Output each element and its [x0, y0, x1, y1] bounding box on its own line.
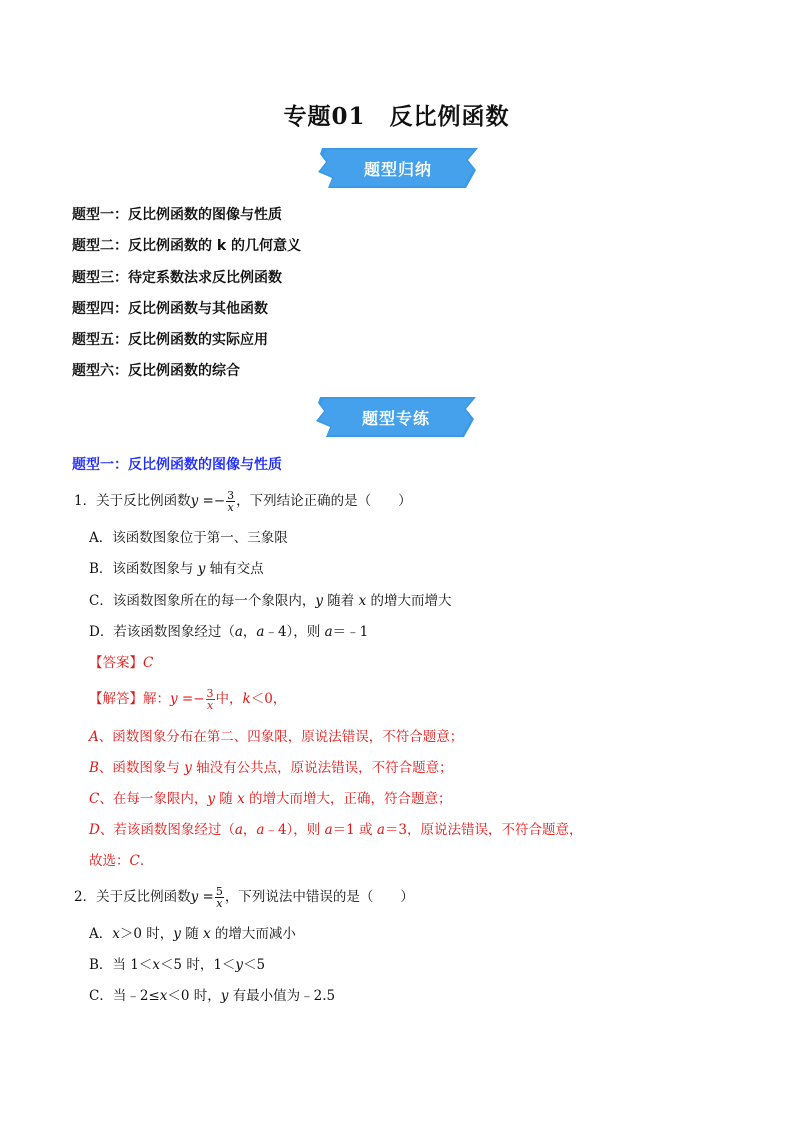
- variable: y: [184, 760, 192, 776]
- analysis-text: 、函数图象与: [98, 760, 185, 776]
- conclusion-text: ．: [139, 853, 154, 869]
- option-d[interactable]: [89, 622, 368, 642]
- variable: a: [234, 822, 243, 838]
- variable: x: [358, 593, 367, 609]
- option-b[interactable]: [89, 559, 264, 579]
- variable: a: [256, 822, 265, 838]
- fraction: [206, 688, 215, 711]
- stem-text: 2．关于反比例函数: [74, 889, 191, 905]
- analysis-c: [89, 789, 452, 809]
- option-text: 的增大而增大: [366, 593, 452, 609]
- option-text: 轴有交点: [205, 561, 264, 577]
- numerator: 3: [206, 687, 214, 700]
- solution-text: 中，: [215, 691, 243, 707]
- section-banner-summary: [318, 148, 478, 188]
- formula: y =−: [170, 691, 205, 707]
- analysis-text: 、在每一象限内，: [99, 791, 208, 807]
- denominator: x: [206, 699, 214, 712]
- variable: y: [315, 593, 323, 609]
- variable: y: [235, 957, 244, 973]
- variable: a: [324, 822, 333, 838]
- option-text: ﹣4），则: [264, 624, 325, 640]
- variable: x: [237, 791, 245, 807]
- analysis-text: ＝1 或: [332, 822, 377, 838]
- option-text: C．当﹣2≤: [89, 988, 160, 1004]
- catalog-item[interactable]: 题型五：反比例函数的实际应用: [72, 332, 268, 349]
- analysis-text: 轴没有公共点，原说法错误，不符合题意；: [191, 760, 453, 776]
- fraction: [226, 490, 235, 513]
- variable: a: [376, 822, 385, 838]
- option-c[interactable]: [89, 591, 452, 611]
- banner-label: 题型归纳: [363, 160, 432, 179]
- option-text: 有最小值为﹣2.5: [228, 988, 336, 1004]
- answer-line: [89, 653, 153, 673]
- section-banner-practice: [316, 397, 476, 437]
- answer-value: C: [143, 655, 154, 671]
- analysis-text: ＝3，原说法错误，不符合题意，: [384, 822, 583, 838]
- variable: a: [256, 624, 265, 640]
- conclusion-text: 故选：: [89, 853, 130, 869]
- section-heading: 题型一：反比例函数的图像与性质: [72, 457, 282, 473]
- analysis-text: 、函数图象分布在第二、四象限，原说法错误，不符合题意；: [98, 729, 464, 745]
- variable: y: [197, 561, 206, 577]
- option-text: 随着: [322, 593, 359, 609]
- option-letter: D: [89, 822, 100, 838]
- option-text: ＜5 时，1＜: [159, 957, 236, 973]
- answer-label: 【答案】: [89, 655, 143, 671]
- catalog-item[interactable]: 题型四：反比例函数与其他函数: [72, 300, 268, 317]
- option-letter: C: [89, 791, 100, 807]
- variable: y: [173, 926, 181, 942]
- option-b[interactable]: [89, 955, 265, 975]
- variable: y: [207, 791, 215, 807]
- analysis-text: 、若该函数图象经过（: [99, 822, 235, 838]
- catalog-item[interactable]: 题型二：反比例函数的 k 的几何意义: [72, 238, 302, 255]
- answer-value: C: [129, 853, 140, 869]
- option-text: ，: [242, 624, 257, 640]
- analysis-text: ，: [242, 822, 257, 838]
- option-text: 随: [180, 926, 203, 942]
- variable: y: [220, 988, 229, 1004]
- formula: y =: [190, 889, 214, 905]
- topic-catalog: [72, 204, 301, 392]
- option-text: 的增大而减小: [210, 926, 296, 942]
- variable: x: [112, 926, 120, 942]
- variable: a: [234, 624, 243, 640]
- denominator: x: [227, 501, 234, 514]
- numerator: 3: [227, 489, 235, 502]
- stem-text: ，下列说法中错误的是（ ）: [224, 889, 414, 905]
- option-a[interactable]: [89, 924, 296, 944]
- option-c[interactable]: [89, 986, 335, 1006]
- banner-label: 题型专练: [361, 409, 430, 428]
- catalog-item[interactable]: 题型六：反比例函数的综合: [72, 363, 240, 380]
- denominator: x: [216, 897, 223, 910]
- option-text: ＝﹣1: [332, 624, 369, 640]
- variable: a: [324, 624, 333, 640]
- stem-text: 1．关于反比例函数: [74, 493, 191, 509]
- option-text: C．该函数图象所在的每一个象限内，: [89, 593, 316, 609]
- variable: x: [159, 988, 168, 1004]
- variable: x: [152, 957, 160, 973]
- analysis-text: ﹣4），则: [264, 822, 325, 838]
- analysis-text: 随: [214, 791, 238, 807]
- option-text: ＞0 时，: [119, 926, 174, 942]
- analysis-text: 的增大而增大，正确，符合题意；: [244, 791, 452, 807]
- variable: x: [203, 926, 211, 942]
- option-text: B．当 1＜: [89, 957, 153, 973]
- option-text: ＜0 时，: [167, 988, 221, 1004]
- analysis-d: [89, 820, 582, 840]
- question-2-stem: [74, 886, 414, 909]
- solution-text: ＜0，: [250, 691, 287, 707]
- formula: y =−: [190, 493, 226, 509]
- fraction: [215, 886, 224, 909]
- catalog-item[interactable]: 题型一：反比例函数的图像与性质: [72, 207, 282, 223]
- option-text: D．若该函数图象经过（: [89, 624, 235, 640]
- solution-line: [89, 688, 286, 711]
- conclusion-line: [89, 851, 153, 871]
- analysis-b: [89, 758, 453, 778]
- page-title: 专题01 反比例函数: [283, 103, 510, 130]
- option-a[interactable]: A．该函数图象位于第一、三象限: [89, 530, 288, 546]
- question-1-stem: [74, 490, 412, 513]
- option-text: B．该函数图象与: [89, 561, 198, 577]
- solution-label: 【解答】解：: [89, 691, 170, 707]
- numerator: 5: [215, 885, 223, 898]
- option-text: ＜5: [243, 957, 266, 973]
- stem-text: ，下列结论正确的是（ ）: [236, 493, 412, 509]
- analysis-a: [89, 727, 463, 747]
- variable: k: [242, 691, 251, 707]
- option-letter: B: [89, 760, 99, 776]
- option-text: A．: [89, 926, 113, 942]
- option-letter: A: [89, 729, 99, 745]
- catalog-item[interactable]: 题型三：待定系数法求反比例函数: [72, 269, 282, 286]
